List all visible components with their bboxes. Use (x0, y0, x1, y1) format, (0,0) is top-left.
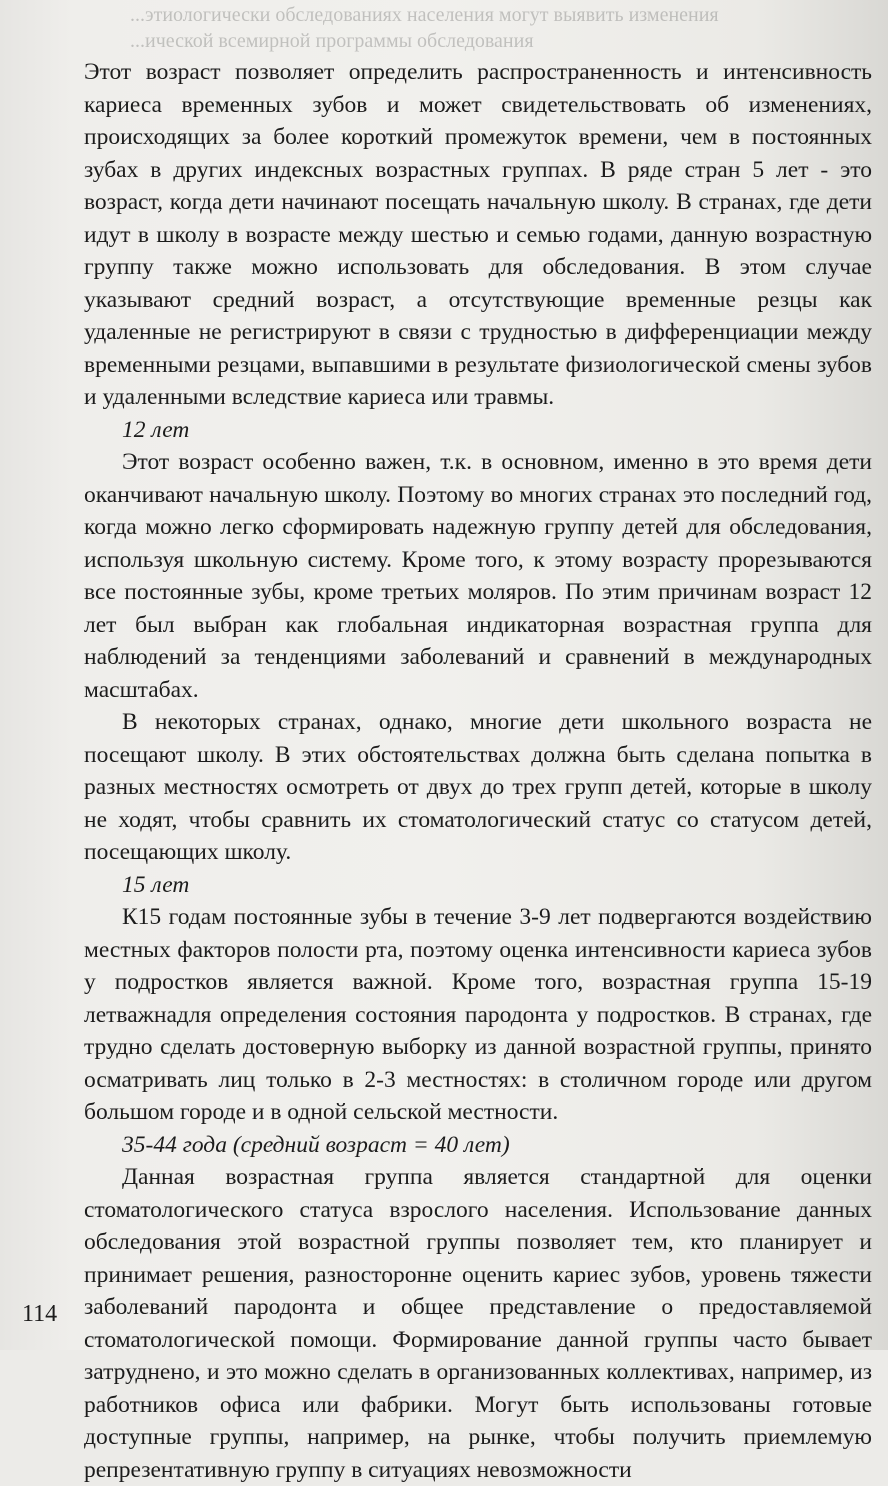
paragraph-35-44-year-age: Данная возрастная группа является стандартной для оценки стоматологического статуса взрослого населения. Использование данных обследования этой возрастной группы позволяет тем, кто планирует и принимает решения, разносторонне оценить кариес зубов, уровень тяжести заболеваний пародонта и общее представление о предоставляемой стоматологической помощи. Формирование данной группы часто бывает затруднено, и это можно сделать в организованных коллективах, например, из работников офиса или фабрики. Могут быть использованы готовые доступные группы, например, на рынке, чтобы получить приемлемую репрезентативную группу в ситуациях невозможности (84, 1164, 872, 1483)
heading-15-years: 15 лет (122, 871, 190, 898)
paragraph-non-school-children: В некоторых странах, однако, многие дети школьного возраста не посещают школу. В этих обстоятельствах должна быть сделана попытка в разных местностях осмотреть от двух до трех групп детей, которые в школу не ходят, чтобы сравнить их стоматологический статус со статусом детей, посещающих школу. (84, 709, 872, 865)
body-text (84, 56, 872, 1486)
heading-12-years: 12 лет (122, 416, 190, 443)
bleed-through-text (130, 2, 870, 54)
page-number: 114 (22, 1301, 58, 1327)
bleed-line: ...ической всемирной программы обследования (130, 30, 534, 52)
paragraph-15-year-age: К15 годам постоянные зубы в течение 3-9 лет подвергаются воздействию местных факторов полости рта, поэтому оценка интенсивности кариеса зубов у подростков является важной. Кроме того, возрастная группа 15-19 летважнадля определения состояния пародонта у подростков. В странах, где трудно сделать достоверную выборку из данной возрастной группы, принято осматривать лиц только в 2-3 местностях: в столичном городе или другом большом городе и в одной сельской местности. (84, 904, 872, 1125)
paragraph-5-year-age: Этот возраст позволяет определить распространенность и интенсивность кариеса временных зубов и может свидетельствовать об изменениях, происходящих за более короткий промежуток времени, чем в постоянных зубах в других индексных возрастных группах. В ряде стран 5 лет - это возраст, когда дети начинают посещать начальную школу. В странах, где дети идут в школу в возрасте между шестью и семью годами, данную возрастную группу также можно использовать для обследования. В этом случае указывают средний возраст, а отсутствующие временные резцы как удаленные не регистрируют в связи с трудностью в дифференциации между временными резцами, выпавшими в результате физиологической смены зубов и удаленными вследствие кариеса или травмы. (84, 59, 872, 410)
paragraph-12-year-age: Этот возраст особенно важен, т.к. в основном, именно в это время дети оканчивают начальную школу. Поэтому во многих странах это последний год, когда можно легко сформировать надежную группу детей для обследования, используя школьную систему. Кроме того, к этому возрасту прорезываются все постоянные зубы, кроме третьих моляров. По этим причинам возраст 12 лет был выбран как глобальная индикаторная возрастная группа для наблюдений за тенденциями заболеваний и сравнений в международных масштабах. (84, 449, 872, 703)
bleed-line: ...этиологически обследованиях населения могут выявить изменения (130, 4, 719, 26)
heading-35-44-years: 35-44 года (средний возраст = 40 лет) (122, 1131, 510, 1158)
